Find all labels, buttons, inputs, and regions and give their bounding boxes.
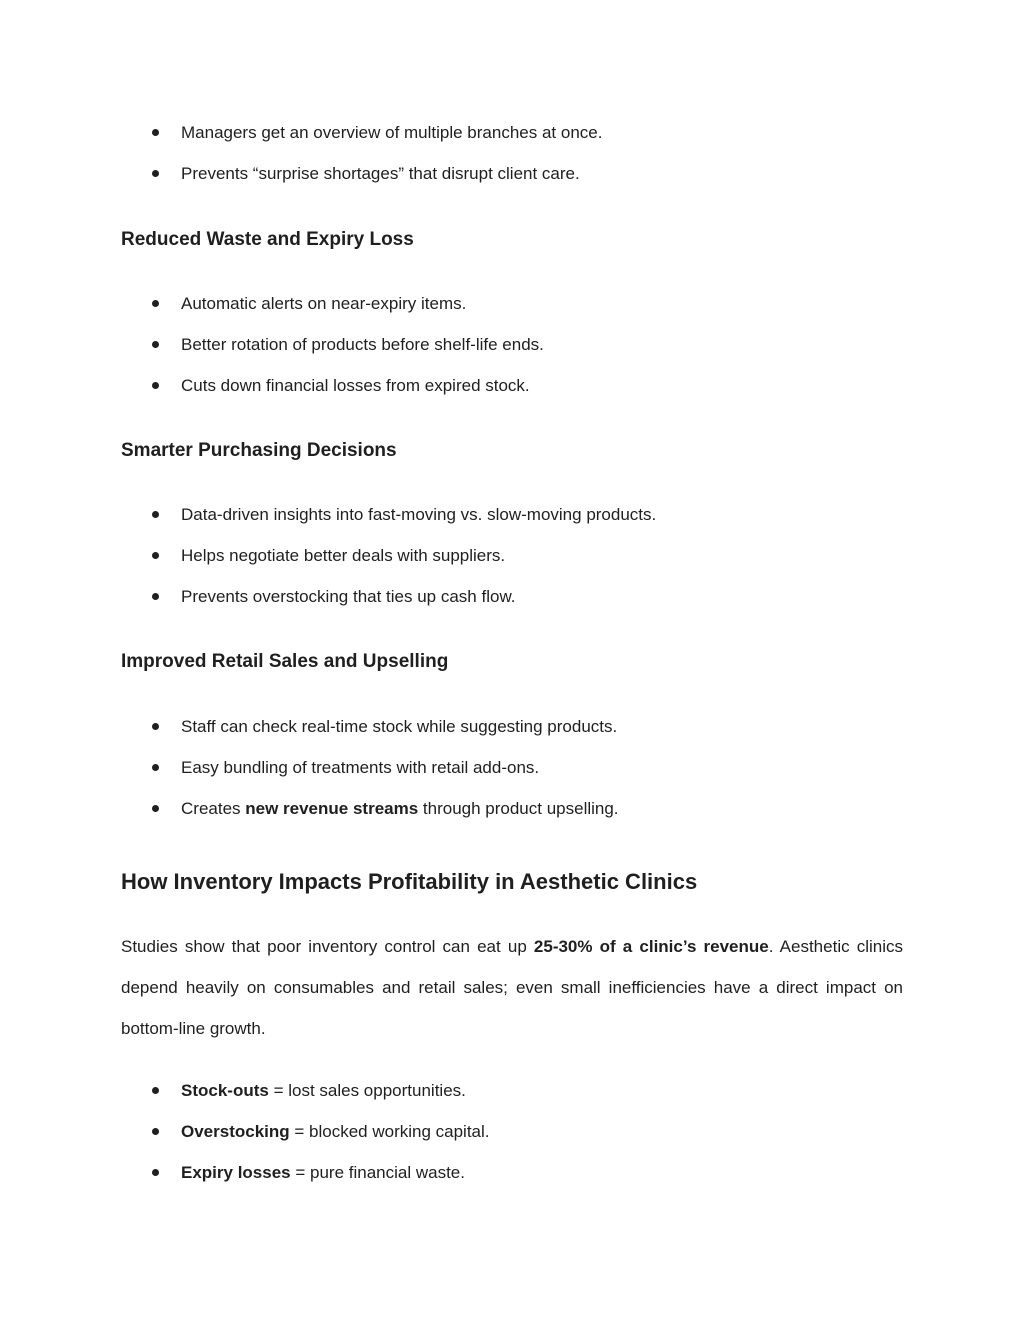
list-item-text (181, 164, 580, 184)
list-item-text (181, 546, 505, 566)
bullet-icon (152, 552, 159, 559)
section-heading-reduced-waste: Reduced Waste and Expiry Loss (121, 229, 414, 250)
bullet-list-reduced-waste (121, 283, 903, 406)
bullet-icon (152, 764, 159, 771)
bullet-icon (152, 382, 159, 389)
text-segment-bold: 25-30% of a clinic’s revenue (533, 937, 769, 956)
list-item (121, 324, 903, 365)
bullet-icon (152, 511, 159, 518)
list-item-text (181, 1081, 466, 1101)
page-heading-profitability: How Inventory Impacts Profitability in Aesthetic Clinics (121, 869, 698, 894)
list-item (121, 747, 903, 788)
list-item (121, 153, 903, 194)
list-item (121, 788, 903, 829)
bullet-icon (152, 1128, 159, 1135)
text-segment: = lost sales opportunities. (268, 1080, 466, 1100)
list-item-text (181, 505, 656, 525)
text-segment: Better rotation of products before shelf-life ends. (181, 334, 544, 354)
bullet-list-top (121, 112, 903, 194)
section-heading-improved-retail: Improved Retail Sales and Upselling (121, 651, 449, 672)
list-item-text (181, 717, 617, 737)
text-segment-bold: Expiry losses (181, 1162, 291, 1182)
text-segment-bold: Stock-outs (181, 1080, 269, 1100)
list-item (121, 283, 903, 324)
list-item (121, 1152, 903, 1193)
section-heading-smarter-purchasing: Smarter Purchasing Decisions (121, 440, 397, 461)
text-segment: Studies show that poor inventory control can eat up (121, 937, 534, 956)
text-segment: = blocked working capital. (289, 1121, 490, 1141)
list-item (121, 1070, 903, 1111)
text-segment: Prevents “surprise shortages” that disrupt client care. (181, 163, 580, 183)
list-item (121, 365, 903, 406)
bullet-icon (152, 1169, 159, 1176)
bullet-icon (152, 341, 159, 348)
list-item-text (181, 123, 602, 143)
bullet-icon (152, 723, 159, 730)
list-item (121, 576, 903, 617)
list-item-text (181, 294, 466, 314)
text-segment: Helps negotiate better deals with suppliers. (181, 545, 506, 565)
list-item-text (181, 587, 516, 607)
bullet-icon (152, 805, 159, 812)
list-item (121, 494, 903, 535)
bullet-list-improved-retail (121, 706, 903, 829)
bullet-list-smarter-purchasing (121, 494, 903, 617)
text-segment-bold: new revenue streams (245, 798, 419, 818)
text-segment: Automatic alerts on near-expiry items. (181, 293, 467, 313)
bullet-icon (152, 1087, 159, 1094)
bullet-list-profitability (121, 1070, 903, 1193)
text-segment: Easy bundling of treatments with retail add-ons. (181, 757, 540, 777)
text-segment-bold: Overstocking (181, 1121, 290, 1141)
list-item-text (181, 799, 619, 819)
text-segment: Cuts down financial losses from expired stock. (181, 375, 530, 395)
bullet-icon (152, 593, 159, 600)
list-item (121, 1111, 903, 1152)
list-item-text (181, 1122, 490, 1142)
list-item-text (181, 758, 539, 778)
list-item (121, 706, 903, 747)
text-segment: Staff can check real-time stock while suggesting products. (181, 716, 618, 736)
text-segment: . Aesthetic clinics depend heavily on consumables and retail sales; even small inefficiencies have a direct impact on bottom-line growth. (121, 937, 904, 1038)
list-item-text (181, 376, 530, 396)
list-item-text (181, 1163, 465, 1183)
profitability-paragraph (121, 926, 903, 1049)
text-segment: through product upselling. (418, 798, 619, 818)
text-segment: Managers get an overview of multiple branches at once. (181, 122, 603, 142)
list-item (121, 535, 903, 576)
text-segment: Data-driven insights into fast-moving vs. slow-moving products. (181, 504, 657, 524)
list-item (121, 112, 903, 153)
list-item-text (181, 335, 544, 355)
bullet-icon (152, 129, 159, 136)
bullet-icon (152, 170, 159, 177)
bullet-icon (152, 300, 159, 307)
text-segment: = pure financial waste. (290, 1162, 465, 1182)
text-segment: Prevents overstocking that ties up cash flow. (181, 586, 516, 606)
text-segment: Creates (181, 798, 246, 818)
